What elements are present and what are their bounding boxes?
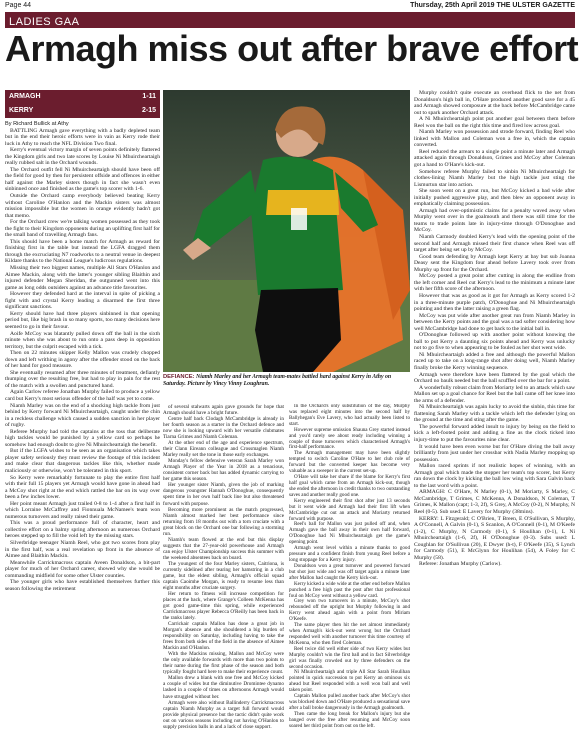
article-paragraph: The same player then hit the net almost immediately when Armagh's kick-out went wrong but the Orchard responded well with another turnover this time courtesy of McKenna, who then fired Coleman.: [289, 622, 410, 646]
article-paragraph: Again Carlow referee Jonathan Murphy failed to produce a yellow card but Kerry's most serious offender of the half was yet to come.: [5, 389, 160, 402]
article-paragraph: Captain Mallon pulled another back after McCoy's shot was blocked down and O'Hare produced a sensational save after a ball broke dangerously in the Armagh goalmouth.: [289, 693, 410, 712]
article-paragraph: Missing their two biggest names, multiple All Stars O'Hanlon and Aimee Mackin, along with the latter's younger sibling Blaithin and injured defender Megan Sheridan, the outgunned went into this game as long odds outsiders against an advance title favourites.: [5, 265, 160, 291]
article-paragraph: Armagh had over-optimistic claims for a penalty waved away when Murphy went over in the goalmouth and there was still time for the teams to trade points late in injury-time through O'Donoghue and McCoy.: [414, 207, 575, 234]
score-row-kerry: [5, 104, 160, 118]
article-paragraph: Murphy couldn't quite execute an overhead flick to the net from Donaldson's high ball in, O'Hare produced another good save for a 45 and Armagh showed composure at the back before McCambridge came out to spark another Orchard attack.: [414, 90, 575, 116]
match-photo: [163, 90, 410, 372]
article-paragraph: Kerry kicked a wide wide at the other end before Mallon punched a free high past the post after that professional foul on McCoy went without a yellow card.: [289, 580, 410, 599]
article-paragraph: Niamh Marley won possession and strode forward, finding Reel who linked with Mallon and Coleman won a free in, which the captain converted.: [414, 129, 575, 149]
article-paragraph: Armagh went level within a minute thanks to good pressure and a confident finish from young Reel before a long stoppage for a Kerry injury.: [289, 545, 410, 563]
article-paragraph: BATTLING Armagh gave everything with a badly depleted team but in the end their heroic efforts were in vain as Kerry rode their luck in Athy to reach the NFL Division Two final.: [5, 127, 160, 147]
article-paragraph: The Orchard outfit fell Ni Mhuircheartaigh should have been off the field for good by then for persistent offside and offences in either half against the Marley sisters though in fact she wasn't even sinbinned once and finished as the game's top scorer with 1-6.: [5, 166, 160, 193]
article-paragraph: KERRY: L Fitzgerald; C O'Brien, T Breen, E O'Sullivan, S Murphy, A O'Connell, A Galvin (0-1), S Scanlon, A O'Connell (0-1), M O'Keefe (1-2), C Murphy, N Carmody (0-1), S Houlihan (0-1), L Ni Mhuircheartaigh (1-6, 2f), H O'Donoghue (0-3). Subs used: L Coughlan for O'Sullivan (20), E Dwyer (h-t), F O'Keefe (35), S Lynch for Carmody (51), E McGlynn for Houlihan (54), A Foley for C Murphy (58).: [414, 515, 575, 561]
team-name: KERRY: [9, 107, 34, 114]
team-score: 2-15: [141, 107, 156, 114]
article-paragraph: It would have been even worse but for O'Hare diving the ball away brilliantly from just under her crossbar with Nadia Marley mopping up possession.: [414, 443, 575, 463]
article-paragraph: Donaldson won a great turnover and powered forward but shot just wide and was off target again a minute later after Mallon had caught the Kerry kick-out.: [289, 562, 410, 581]
section-banner: [5, 12, 575, 28]
page-number: Page 44: [5, 1, 32, 9]
article-paragraph: Outside the Orchard camp everybody believed beating Kerry without Caroline O'Hanlon and the Mackin sisters was almost mission impossible but the women in orange evidently hadn't got that memo.: [5, 193, 160, 219]
article-paragraph: Niamh Carmody doubled Kerry's lead with the opening point of the second half and Armagh missed their first chance when Reel was off target after being set up by McCoy.: [414, 234, 575, 254]
article-paragraph: In the Orchard's only substitution of the day, Murphy was replaced eight minutes into the second half by Ballyhegan's Eve Lavery, who had actually been listed to start.: [289, 404, 410, 427]
article-paragraph: Her point meant Armagh just trailed 0-8 to 1-4 after a first half in which Lorraine McCaffrey and Fionnuala McNamee's team won numerous turnovers and really raised their game.: [5, 500, 160, 520]
article-paragraph: Centre half back Clodagh McCambridge is already in her fourth season as a starter in the Orchard defence and now she is looking upward with her versatile clubmates Tiarna Grimes and Niamh Coleman.: [163, 416, 284, 441]
article-paragraph: McCoy posted a great point after cutting in along the endline from the left corner and Reel cut Kerry's lead to the minimum a minute later with her fifth score of the afternoon.: [414, 273, 575, 293]
team-name: ARMAGH: [9, 93, 41, 100]
article-paragraph: She soon went on a great run, but McCoy kicked a bad wide after initially pushed aggressive play, and then blew an opponent away in emphatically claiming possession.: [414, 188, 575, 208]
article-paragraph: The Armagh management may have been slightly tempted to switch Caroline O'Hare to her club role of forward but the converted keeper has become very valuable as a sweeper in the current set-up.: [289, 450, 410, 475]
article-paragraph: Mallon drew a blank with one free and McCoy kicked a couple of wides but the diminutive Dromintee dynamo lashed in a couple of times on afternoons Armagh would have struggled without her.: [163, 675, 284, 700]
article-paragraph: Silverbridge teenager Niamh Reel, who got two scores from play in the first half, was a real revelation up front in the absence of Aimee and Blaithin Mackin.: [5, 540, 160, 560]
article-paragraph: Referee: Jonathan Murphy (Carlow).: [419, 561, 502, 568]
headline: Armagh miss out after brave effort: [5, 28, 579, 69]
article-paragraph: The powerful forward added insult to injury by being on the field to kick a left-footed point and adding a fine as the clock ticked into injury-time to put the favourites nine clear.: [414, 423, 575, 443]
article-paragraph: Ni Mhuircheartaigh was again lucky to avoid the sinbin, this time for flattening Sarah Marley with a tackle which left the defender lying on the ground at the time and sting after the game.: [414, 404, 575, 424]
article-paragraph: Then came the long break for Mallon's injury but she banged over the free after resuming and McCoy soon soared her third point from out on the left.: [289, 710, 410, 729]
article-paragraph: This was a proud performance full of character, heart and collective effort on a balmy spring afternoon as numerous Orchard heroes stepped up to fill the void left by the missing stars.: [5, 520, 160, 540]
date-paper-name: Thursday, 25th April 2019 THE ULSTER GAZETTE: [410, 1, 575, 9]
article-paragraph: Her younger sister Niamh, given the job of marking dangerous youngster Hannah O'Donoghue, consequently spent time in her own half back line but also threatened forward with purpose.: [163, 482, 284, 507]
article-paragraph: of several stalwarts again gave grounds for hope that Armagh should have a bright future.: [163, 404, 284, 417]
article-paragraph: The youngest of the four Marley sisters, Caitriona, is currently sidelined after tearing her hamstring in a club game, but the eldest sibling, Armagh's official squad captain Caoimhe Morgan, is ready to resume less than eight months after cruciate surgery.: [163, 560, 284, 591]
photo-caption: [163, 374, 410, 388]
article-paragraph: She eventually resumed after three minutes of treatment, defiantly thumping over the resulting free, but had to play in pain for the rest of the match with a swollen and punctured hand.: [5, 369, 160, 389]
article-paragraph: The younger girls who have established themselves further this season following the retirement: [5, 579, 160, 592]
article-paragraph: O'Donoghue followed up with another point without knowing the ball to put Kerry a daunting six points ahead and Kerry was unlucky not to go five to when appearing to be fouled as her shot went wide.: [414, 332, 575, 352]
article-paragraph: Her return to fitness will increase competition for places at the back, where Grange's Colleen McKenna has got good game-time this spring, while experienced Carrickmacross player Rebecca O'Reilly has been back in the ranks lately.: [163, 590, 284, 622]
article-paragraph: Then on 22 minutes skipper Kelly Mallon was crudely chopped down and left writhing in agony after the offender stood on the back of her hand for good measure.: [5, 350, 160, 370]
article-paragraph: Becoming more prominent as the match progressed, Niamh almost marked her best performance since returning from 18 months out with a torn cruciate with a great block on the Orchard one bar following a storming run.: [163, 506, 284, 537]
caption-lead: DEFIANCE:: [163, 374, 195, 380]
article-paragraph: Reel reduced the arrears to a single point a minute later and Armagh attacked again through Donaldson, Grimes and McCoy after Coleman got a hand to O'Hare's kick-out.: [414, 148, 575, 169]
byline: By Richard Bullick at Athy: [5, 121, 69, 127]
article-paragraph: Kerry engineered their first shot after just 13 seconds but it went wide and Armagh had their first lift when McCambridge cut out an attack and Moriarty returned forward with purpose.: [289, 497, 410, 522]
article-paragraph: Carrickair captain Mallon has done a great job in Morgan's absence and she shouldered a big burden of responsibility on Saturday, including having to take the frees from both sides of the field in the absence of Aimee Mackin and O'Hanlon.: [163, 621, 284, 652]
article-paragraph: Niamh Marley was on the end of a shocking high tackle from just behind by Kerry forward Ni Mhuircheartaigh, caught under the chin in a reckless challenge which caused a sudden sanction in her player of rugby.: [5, 402, 160, 429]
article-paragraph: Good team defending by Armagh kept Kerry at bay but sub Joanna Deasy sent the Kingdom four ahead before Lavery took over from Murphy up front for the Orchard.: [414, 253, 575, 273]
article-paragraph: A Ni Mhuircheartaigh point put another goal between them before Reel won the ball on the right this time and fired low across goal.: [414, 116, 575, 129]
article-paragraph: ARMAGH: C O'Hare, N Marley (0-1), M Moriarty, S Marley, C McCambridge, T Grimes, C McKenna, A Donaldson, N Coleman, T Grimes, K Mallon (capt; 1-3, 2f), S Grey, A McCoy (0-2), N Murphy, N Reel (0-5). Sub used: E Lavery for Murphy (38mins).: [414, 489, 575, 515]
caption-text: Niamh Marley and her Armagh team-mates battled hard against Kerry in Athy on Saturday. Picture by Vincy Vinny Loughran.: [163, 374, 392, 387]
article-paragraph: Meanwhile Carrickmacross captain Aveen Donaldson, a bit-part player for much of her Orchard career, showed why she would be commanding midfield for some other Ulster counties.: [5, 559, 160, 579]
article-paragraph: For the Orchard crew we're talking women possessed as they took the fight to their Kingdom opponents during an uplifting first half for the small band of travelling Armagh fans.: [5, 219, 160, 239]
article-column-3: [289, 404, 410, 734]
article-paragraph: Reel's ball for Mallon was just pulled off and, when Armagh gave the ball away in their own half forward, O'Donoghue had Ni Mhuircheartaigh get the game's opening point.: [289, 521, 410, 546]
article-paragraph: Somehow referee Murphy failed to sinbin Ni Mhuircheartaigh for clothes-lining Niamh Marley but the high tackle just sting the Lismurtun star into action.: [414, 168, 575, 188]
article-paragraph: With the Mackins missing, Mallon and McCoy were the only available forwards with more than two points to their name during the first phase of the season and both typically fought hard here to make their experience count.: [163, 651, 284, 676]
article-paragraph: Monday's fellow defensive veteran Sarah Marley won Armagh Player of the Year in 2018 as a tenacious, consistent corner back but has added dynamic carrying to her game this season.: [163, 458, 284, 483]
article-paragraph: Mallon raced sprints if not realistic hopes of winning, with an Armagh goal which made the stopper her team's top scorer, but Kerry ran down the clock by kicking the ball low wing with Sara Galvin back to the last word with a point.: [414, 463, 575, 489]
article-paragraph: Referee Murphy had told the captains at the toss that deliberate high tackles would be punished by a yellow card so perhaps he somehow had enough doubt to give Ni Mhuircheartaigh the benefit.: [5, 428, 160, 448]
article-column-1: [5, 121, 160, 733]
section-title: LADIES GAA: [9, 16, 80, 28]
article-column-4: [414, 90, 575, 734]
article-paragraph: Grey won two turnovers in a minute, McCoy's shot rebounded off the upright but Murphy following in and Kerry went ahead again with a point from Miriam O'Keefe.: [289, 598, 410, 623]
article-paragraph: However supreme omission Shauna Grey started instead and you'd rarely see about ready including winning a couple of those turnovers which characterised Armagh's first-half performance.: [289, 426, 410, 451]
article-paragraph: So Kerry were remarkably fortunate to play the entire first half with their full 15 players yet Armagh would have gone in ahead had a McCoy shot right at the end which rattled the bar on its way over been a few inches lower.: [5, 474, 160, 501]
article-paragraph: McCoy was put wide after another great run from Niamh Marley in between the Kerry points and the goal was a tad softer considering how well McCambridge had done to get back to the initial ball in.: [414, 312, 575, 332]
team-score: 1-11: [142, 93, 156, 100]
score-row-armagh: [5, 90, 160, 104]
article-column-2: [163, 404, 284, 734]
article-paragraph: This should have been a home match for Armagh as reward for finishing first in the table but instead the LGFA dragged them through the excruciating N7 roadworks to a neutral venue in deepest Kildare thanks to the National League's ludicrous regulations.: [5, 238, 160, 265]
article-paragraph: However they defended hard at the interval in spite of picking a fight with and crystal Kerry leading a disarmed the first three significant sanctions.: [5, 291, 160, 311]
article-paragraph: At the other end of the age and experience spectrum, their Clann Eireann colleague and Crossmaglen Niamh Marley really set the tone in those early exchanges.: [163, 440, 284, 459]
article-paragraph: Armagh were therefore have been flattered by the goal which the Orchard no baulk needed but the ball scuffled over the bar for a point.: [414, 371, 575, 385]
article-paragraph: Armagh were also without Ballinderry Carrickmacross captain Niamh Murphy as a target full forward would provide physical presence but the tactic didn't quite work out on various seasons including not having O'Hanlon to supply precision balls in and a lack of close support.: [163, 699, 284, 730]
article-paragraph: A wonderfully robust claim from Moriarty led to an attack which saw Mallon set up a goal chance for Reel but the ball came off her knee into the arms of a defender.: [414, 384, 575, 404]
article-paragraph: Aoife McCoy was blatantly pulled down off the ball in the sixth minute when she was about to run onto a pass deep in opposition territory, but the culprit escaped with a tick.: [5, 330, 160, 350]
score-box: [5, 90, 160, 118]
article-paragraph: Reel twice did well either side of two Kerry wides but Murphy couldn't win the first ball and in fact Silverbridge girl was finally crowded out by three defenders on the second occasion.: [289, 645, 410, 670]
article-paragraph: Kerry's eventual victory margin of seven points definitely flattered the Kingdom girls and two late scores by Louise Ni Mhuircheartaigh really rubbed salt in the Orchard wounds.: [5, 147, 160, 167]
article-paragraph: Niamh's team flowed at the end but this display suggests that the 27-year-old powerhouse and Armagh can enjoy Ulster Championship success this summer with the weekend absentees back on board.: [163, 536, 284, 561]
article-paragraph: Ni Mhuircheartaigh and triple All Star Sarah Houlihan pointed in quick succession to put Kerry an ominous six ahead but Reel responded with a well won ball and well taken point.: [289, 669, 410, 694]
article-paragraph: But if the LGFA wishes to be seen as an organisation which takes player safety seriously they must review the footage of this incident and make clear that dangerous tackles like this, whether made maliciously or otherwise, won't be tolerated in this sport.: [5, 448, 160, 474]
article-paragraph: Kerry should have had three players sinbinned in that opening period but, like big brash in so many sports, too many decisions here seemed to go in their favour.: [5, 310, 160, 330]
page-header: [5, 0, 575, 10]
article-paragraph: O'Hare will take her share if the blame for Kerry's first half goal which came from an Armagh kick-out, though she ended the afternoon in credit thanks to two outstanding saves and another really good one.: [289, 474, 410, 498]
article-paragraph: However that was as good as it got for Armagh as Kerry scored 1-2 in a three-minute purple patch, O'Donoghue and Ni Mhuircheartaigh pointing and then the latter raising a green flag.: [414, 292, 575, 313]
player-photo-illustration: [163, 90, 410, 372]
article-paragraph: Ni Mhuircheartaigh added a free and although the powerful Mallon raced up to take on a long-range shot after doing well, Niamh Marley finally broke the Kerry winning sequence.: [414, 351, 575, 371]
